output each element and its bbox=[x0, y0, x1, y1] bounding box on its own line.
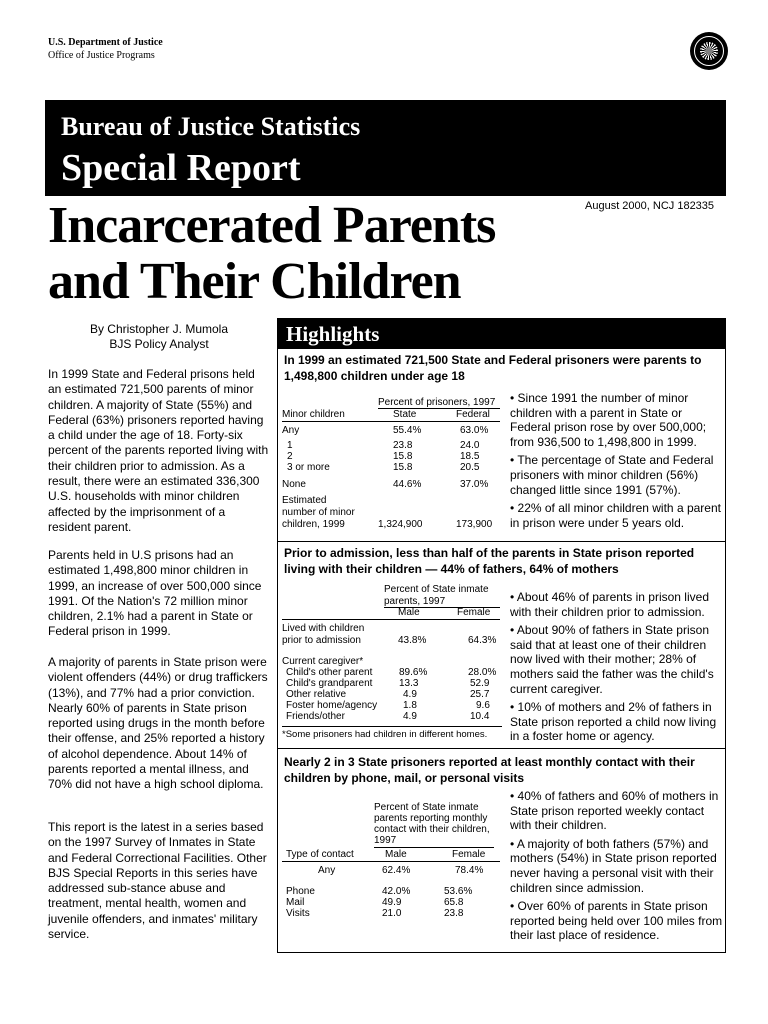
table-caption: parents, 1997 bbox=[384, 596, 446, 607]
section-2-bullets bbox=[510, 590, 724, 748]
section-3-headline: Nearly 2 in 3 State prisoners reported at least monthly contact with their children by phone, mail, or personal visits bbox=[284, 755, 695, 785]
section-1-headline: In 1999 an estimated 721,500 State and Federal prisoners were parents to 1,498,800 children under age 18 bbox=[284, 353, 702, 383]
row-label: Any bbox=[282, 425, 300, 436]
cell-value: 15.8 bbox=[393, 462, 413, 473]
column-header: Minor children bbox=[282, 409, 345, 420]
bullet-item: • About 90% of fathers in State prison said that at least one of their children now lived with their mother; 28% of mothers said the father was the child's current caregiver. bbox=[510, 623, 714, 696]
cell-value: 28.0% bbox=[468, 667, 497, 678]
cell-value: 13.3 bbox=[399, 678, 419, 689]
office-name: Office of Justice Programs bbox=[48, 50, 155, 61]
row-label: None bbox=[282, 479, 306, 490]
bullet-item: • 10% of mothers and 2% of fathers in State prison reported a child now living in a foster home or agency. bbox=[510, 700, 717, 744]
row-label: Child's grandparent bbox=[286, 678, 373, 689]
publication-date: August 2000, NCJ 182335 bbox=[585, 200, 715, 212]
row-label: Lived with children bbox=[282, 623, 365, 634]
table-caption: parents reporting monthly bbox=[374, 813, 488, 824]
highlights-heading: Highlights bbox=[278, 319, 725, 349]
row-label: Estimated bbox=[282, 495, 327, 506]
cell-value: 43.8% bbox=[398, 635, 427, 646]
bullet-item: • 40% of fathers and 60% of mothers in State prison reported weekly contact with their children. bbox=[510, 789, 719, 833]
row-label: Friends/other bbox=[286, 711, 345, 722]
section-3-bullets bbox=[510, 789, 724, 947]
title-line-1: Incarcerated Parents bbox=[48, 197, 496, 254]
row-label: prior to admission bbox=[282, 635, 361, 646]
bullet-item: • 22% of all minor children with a parent in prison were under 5 years old. bbox=[510, 501, 721, 530]
column-header: Male bbox=[398, 607, 420, 618]
cell-value: 52.9 bbox=[470, 678, 490, 689]
cell-value: 55.4% bbox=[393, 425, 422, 436]
column-header: Federal bbox=[456, 409, 490, 420]
column-header: Male bbox=[385, 849, 407, 860]
cell-value: 10.4 bbox=[470, 711, 490, 722]
row-label: Any bbox=[318, 865, 336, 876]
highlights-box bbox=[277, 318, 726, 953]
column-header: State bbox=[393, 409, 417, 420]
row-label: Foster home/agency bbox=[286, 700, 378, 711]
row-label: Current caregiver* bbox=[282, 656, 364, 667]
table-caption: 1997 bbox=[374, 835, 397, 846]
minor-children-table bbox=[282, 395, 504, 535]
cell-value: 64.3% bbox=[468, 635, 497, 646]
report-type: Special Report bbox=[61, 147, 301, 189]
column-header: Type of contact bbox=[286, 849, 354, 860]
section-1-bullets bbox=[510, 391, 724, 534]
row-label: 3 or more bbox=[287, 462, 330, 473]
row-label: number of minor bbox=[282, 507, 355, 518]
cell-value: 63.0% bbox=[460, 425, 489, 436]
row-label: children, 1999 bbox=[282, 519, 345, 530]
cell-value: 20.5 bbox=[460, 462, 480, 473]
body-paragraph-4: This report is the latest in a series based on the 1997 Survey of Inmates in State and Federal Correctional Facilities. Other BJS Special Reports in this series have addressed sub-stance abuse and treatment, mental health, women and juvenile offenders, and inmates' military service. bbox=[48, 820, 267, 942]
cell-value: 21.0 bbox=[382, 908, 402, 919]
table-caption: Percent of prisoners, 1997 bbox=[378, 397, 496, 408]
cell-value: 4.9 bbox=[403, 689, 417, 700]
cell-value: 18.5 bbox=[460, 451, 480, 462]
cell-value: 37.0% bbox=[460, 479, 489, 490]
agency-header bbox=[48, 36, 163, 62]
cell-value: 23.8 bbox=[444, 908, 464, 919]
bullet-item: • The percentage of State and Federal prisoners with minor children (56%) changed little since 1991 (57%). bbox=[510, 453, 714, 497]
table-caption: Percent of State inmate bbox=[374, 802, 479, 813]
contact-table bbox=[282, 799, 504, 949]
cell-value: 65.8 bbox=[444, 897, 464, 908]
author-role: BJS Policy Analyst bbox=[109, 337, 209, 351]
report-banner bbox=[45, 100, 726, 196]
living-arrangements-table bbox=[282, 582, 504, 747]
section-2-headline: Prior to admission, less than half of the parents in State prison reported living with their children — 44% of fathers, 64% of mothers bbox=[284, 546, 695, 576]
cell-value: 1,324,900 bbox=[378, 519, 423, 530]
cell-value: 62.4% bbox=[382, 865, 411, 876]
bullet-item: • A majority of both fathers (57%) and mothers (54%) in State prison reported never having a personal visit with their children since admission. bbox=[510, 836, 717, 895]
title-line-2: and Their Children bbox=[48, 253, 461, 310]
cell-value: 15.8 bbox=[393, 451, 413, 462]
doj-seal-icon bbox=[690, 32, 728, 70]
report-title bbox=[48, 198, 495, 310]
author-name: By Christopher J. Mumola bbox=[89, 322, 229, 336]
cell-value: 49.9 bbox=[382, 897, 402, 908]
body-paragraph-3: A majority of parents in State prison were violent offenders (44%) or drug traffickers (13%), and 77% had a prior conviction. Nearly 60% of parents in State prison reported using drugs in the month before their offense, and 25% reported a history of alcohol dependence. About 14% of parents reported a mental illness, and 70% did not have a high school diploma. bbox=[48, 655, 268, 792]
cell-value: 9.6 bbox=[476, 700, 490, 711]
row-label: Child's other parent bbox=[286, 667, 373, 678]
body-paragraph-2: Parents held in U.S prisons had an estimated 1,498,800 minor children in 1999, an increase of over 500,000 since 1991. Of the Nation's 72 million minor children, 2.1% had a parent in State or Federal prison in 1999. bbox=[48, 548, 262, 639]
row-label: Phone bbox=[286, 886, 315, 897]
department-name: U.S. Department of Justice bbox=[48, 37, 163, 48]
cell-value: 4.9 bbox=[403, 711, 417, 722]
column-header: Female bbox=[452, 849, 486, 860]
row-label: Mail bbox=[286, 897, 305, 908]
cell-value: 173,900 bbox=[456, 519, 493, 530]
cell-value: 44.6% bbox=[393, 479, 422, 490]
cell-value: 1.8 bbox=[403, 700, 417, 711]
cell-value: 25.7 bbox=[470, 689, 490, 700]
cell-value: 23.8 bbox=[393, 440, 413, 451]
cell-value: 78.4% bbox=[455, 865, 484, 876]
row-label: Visits bbox=[286, 908, 310, 919]
column-header: Female bbox=[457, 607, 491, 618]
row-label: 2 bbox=[287, 451, 293, 462]
byline bbox=[48, 322, 270, 352]
cell-value: 24.0 bbox=[460, 440, 480, 451]
cell-value: 53.6% bbox=[444, 886, 473, 897]
bureau-name: Bureau of Justice Statistics bbox=[61, 112, 361, 141]
table-footnote: *Some prisoners had children in different homes. bbox=[282, 729, 488, 740]
cell-value: 42.0% bbox=[382, 886, 411, 897]
table-caption: Percent of State inmate bbox=[384, 584, 489, 595]
bullet-item: • Since 1991 the number of minor children with a parent in State or Federal prison rose by over 500,000; from 936,500 to 1,498,800 in 1999. bbox=[510, 391, 707, 449]
row-label: Other relative bbox=[286, 689, 347, 700]
bullet-item: • About 46% of parents in prison lived with their children prior to admission. bbox=[510, 590, 709, 619]
cell-value: 89.6% bbox=[399, 667, 428, 678]
bullet-item: • Over 60% of parents in State prison reported being held over 100 miles from their last place of residence. bbox=[510, 899, 723, 943]
row-label: 1 bbox=[287, 440, 293, 451]
body-paragraph-1: In 1999 State and Federal prisons held an estimated 721,500 parents of minor children. A majority of State (55%) and Federal (63%) prisoners reported having a child under the age of 18. Forty-six percent of the parents reported living with their children prior to admission. As a result, there were an estimated 336,300 U.S. households with minor children affected by the imprisonment of a resident parent. bbox=[48, 367, 269, 534]
table-caption: contact with their children, bbox=[374, 824, 490, 835]
